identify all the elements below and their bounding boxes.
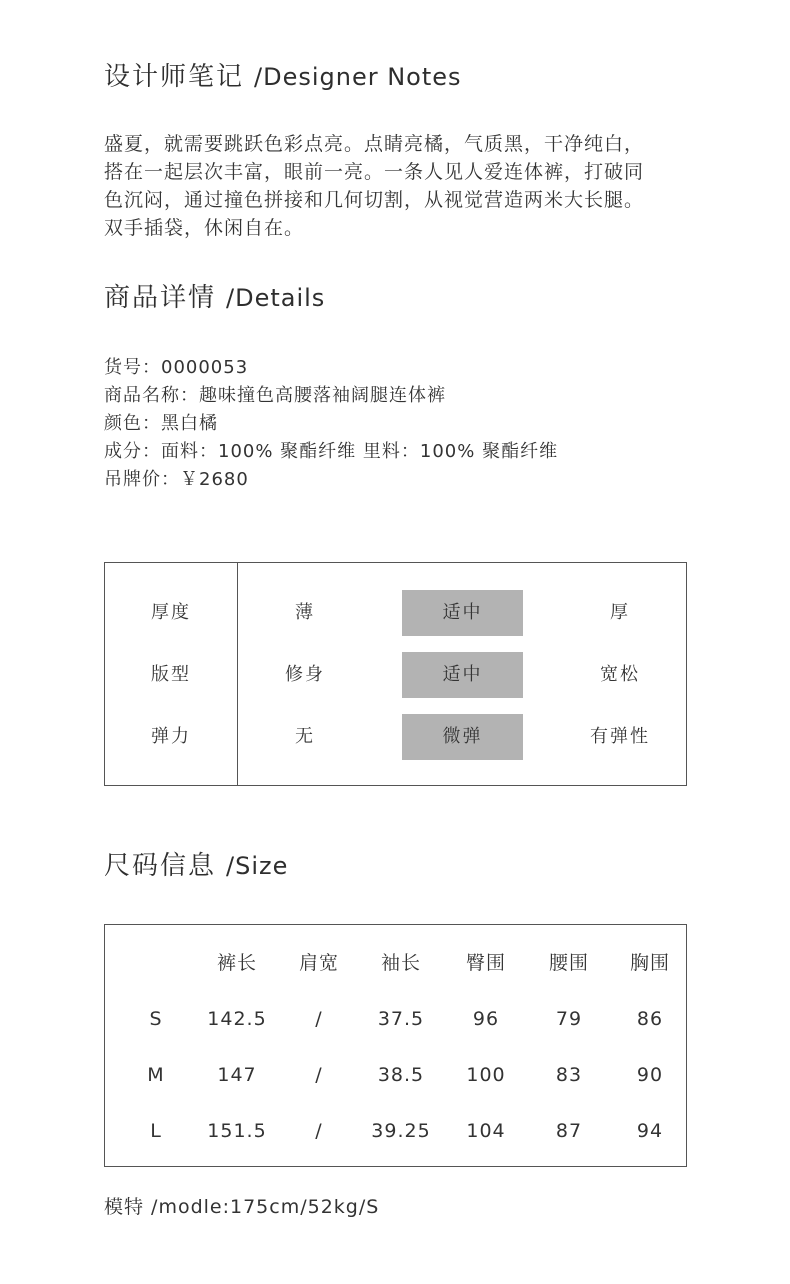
attribute-option: 厚 xyxy=(610,602,630,623)
size-cell: / xyxy=(315,1064,323,1086)
designer-notes-line: 盛夏，就需要跳跃色彩点亮。点睛亮橘，气质黑，干净纯白， xyxy=(104,133,645,155)
attribute-option-selected: 微弹 xyxy=(402,714,523,760)
size-table xyxy=(104,924,687,1167)
size-cell: 151.5 xyxy=(207,1120,267,1142)
size-cell: / xyxy=(315,1120,323,1142)
size-cell: 142.5 xyxy=(207,1008,267,1030)
size-title-cn: 尺码信息 xyxy=(104,851,217,881)
size-cell: 38.5 xyxy=(377,1064,425,1086)
details-title-en: /Details xyxy=(226,284,326,312)
designer-notes-line: 搭在一起层次丰富，眼前一亮。一条人见人爱连体裤，打破同 xyxy=(104,161,645,183)
attribute-label-elasticity: 弹力 xyxy=(151,726,191,747)
details-list xyxy=(104,354,558,494)
attribute-option-selected: 适中 xyxy=(402,590,523,636)
size-row-label: S xyxy=(149,1008,163,1030)
designer-notes-title-en: /Designer Notes xyxy=(254,63,462,91)
designer-notes-line: 色沉闷，通过撞色拼接和几何切割，从视觉营造两米大长腿。 xyxy=(104,189,645,211)
attribute-option: 薄 xyxy=(295,602,315,623)
attribute-option-selected: 适中 xyxy=(402,652,523,698)
size-header: 袖长 xyxy=(380,952,421,974)
size-header: 腰围 xyxy=(548,952,589,974)
size-header: 臀围 xyxy=(465,952,506,974)
size-row-label: M xyxy=(147,1064,165,1086)
size-cell: 87 xyxy=(555,1120,583,1142)
size-cell: 83 xyxy=(555,1064,583,1086)
size-cell: 79 xyxy=(555,1008,583,1030)
size-title-en: /Size xyxy=(226,852,289,880)
details-title xyxy=(104,285,325,311)
attribute-table-divider xyxy=(237,563,238,785)
designer-notes-title-cn: 设计师笔记 xyxy=(104,62,245,92)
size-cell: 37.5 xyxy=(377,1008,425,1030)
detail-item-material: 成分：面料：100% 聚酯纤维 里料：100% 聚酯纤维 xyxy=(104,441,559,462)
detail-item-sku: 货号：0000053 xyxy=(104,357,249,378)
attribute-label-thickness: 厚度 xyxy=(151,602,191,623)
size-cell: / xyxy=(315,1008,323,1030)
designer-notes-title xyxy=(104,64,462,90)
size-header: 裤长 xyxy=(216,952,257,974)
attribute-option: 有弹性 xyxy=(590,726,650,747)
details-title-cn: 商品详情 xyxy=(104,283,217,313)
size-cell: 94 xyxy=(636,1120,664,1142)
attribute-option: 无 xyxy=(295,726,315,747)
size-row-label: L xyxy=(150,1120,162,1142)
attribute-table xyxy=(104,562,687,786)
detail-item-name: 商品名称：趣味撞色高腰落袖阔腿连体裤 xyxy=(104,385,446,406)
size-cell: 39.25 xyxy=(371,1120,431,1142)
size-cell: 100 xyxy=(466,1064,506,1086)
attribute-option: 宽松 xyxy=(600,664,640,685)
detail-item-price: 吊牌价：￥2680 xyxy=(104,469,249,490)
size-title xyxy=(104,853,288,879)
size-cell: 147 xyxy=(217,1064,257,1086)
size-cell: 104 xyxy=(466,1120,506,1142)
attribute-label-fit: 版型 xyxy=(151,664,191,685)
detail-item-color: 颜色：黑白橘 xyxy=(104,413,218,434)
size-cell: 96 xyxy=(472,1008,500,1030)
designer-notes-line: 双手插袋，休闲自在。 xyxy=(104,217,305,239)
size-header: 胸围 xyxy=(629,952,670,974)
size-header: 肩宽 xyxy=(298,952,339,974)
attribute-option: 修身 xyxy=(285,664,325,685)
size-cell: 90 xyxy=(636,1064,664,1086)
model-info: 模特 /modle:175cm/52kg/S xyxy=(104,1196,380,1218)
size-cell: 86 xyxy=(636,1008,664,1030)
designer-notes-body xyxy=(104,130,704,242)
